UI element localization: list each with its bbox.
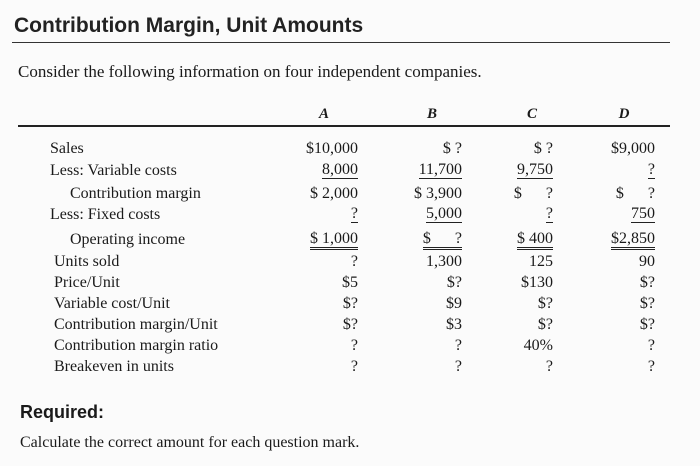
table-cell-d: $9,000	[611, 140, 655, 157]
table-cell-d: ?	[647, 161, 655, 178]
column-header-b: B	[426, 106, 437, 122]
row-label: Less: Variable costs	[50, 162, 177, 179]
table-cell-a: $ 2,000	[310, 185, 358, 202]
row-label: Sales	[50, 140, 84, 157]
table-cell-c: ?	[545, 358, 553, 375]
column-header-a: A	[318, 106, 329, 122]
table-cell-a: ?	[350, 358, 358, 375]
table-cell-c: $ 400	[517, 231, 553, 250]
table-cell-d: ?	[647, 358, 655, 375]
table-cell-b: 11,700	[418, 161, 462, 178]
header-divider	[18, 125, 670, 127]
row-label: Contribution margin	[70, 185, 201, 202]
table-cell-c: $?	[537, 295, 553, 312]
table-cell-d: 750	[631, 205, 655, 222]
table-cell-c: 40%	[523, 337, 553, 354]
row-label: Less: Fixed costs	[50, 206, 161, 223]
table-cell-b: $9	[446, 295, 462, 312]
table-cell-b: $ ?	[442, 140, 462, 157]
table-cell-d: 90	[639, 253, 655, 270]
row-label: Variable cost/Unit	[54, 295, 170, 312]
table-cell-b: 1,300	[426, 253, 462, 270]
table-cell-c: 9,750	[517, 161, 553, 178]
row-label: Contribution margin ratio	[54, 337, 219, 354]
table-cell-c: 125	[529, 253, 553, 270]
table-cell-b: ?	[454, 337, 462, 354]
column-header-d: D	[618, 106, 630, 122]
row-label: Contribution margin/Unit	[54, 316, 218, 333]
row-label: Units sold	[54, 253, 120, 270]
row-label: Price/Unit	[54, 274, 120, 291]
required-heading: Required:	[20, 402, 105, 422]
title-divider	[12, 42, 670, 43]
table-cell-a: $ 1,000	[310, 231, 358, 250]
table-cell-c: $ ?	[533, 140, 553, 157]
table-cell-c: $ ?	[513, 185, 553, 202]
table-cell-a: $?	[342, 316, 358, 333]
table-cell-a: $?	[342, 295, 358, 312]
page-title: Contribution Margin, Unit Amounts	[14, 14, 364, 37]
table-cell-c: $130	[521, 274, 553, 291]
table-cell-b: 5,000	[426, 205, 462, 222]
table-cell-d: $?	[639, 295, 655, 312]
table-cell-b: $ 3,900	[414, 185, 462, 202]
table-cell-a: ?	[350, 205, 358, 222]
intro-text: Consider the following information on four independent companies.	[18, 62, 482, 81]
table-cell-c: $?	[537, 316, 553, 333]
table-cell-d: $2,850	[611, 231, 655, 250]
table-cell-d: $ ?	[615, 185, 655, 202]
table-cell-a: $5	[342, 274, 358, 291]
row-label: Breakeven in units	[54, 358, 174, 375]
column-header-c: C	[526, 106, 537, 122]
row-label: Operating income	[70, 231, 186, 248]
table-cell-d: $?	[639, 316, 655, 333]
table-cell-b: $ ?	[423, 231, 462, 250]
table-cell-c: ?	[545, 205, 553, 222]
table-cell-b: $3	[446, 316, 462, 333]
table-cell-a: 8,000	[322, 161, 358, 178]
table-cell-a: ?	[350, 253, 358, 270]
table-cell-b: ?	[454, 358, 462, 375]
task-instruction: Calculate the correct amount for each question mark.	[20, 434, 360, 451]
table-cell-d: ?	[647, 337, 655, 354]
table-cell-b: $?	[446, 274, 462, 291]
table-cell-a: ?	[350, 337, 358, 354]
table-cell-d: $?	[639, 274, 655, 291]
table-cell-a: $10,000	[306, 140, 358, 157]
